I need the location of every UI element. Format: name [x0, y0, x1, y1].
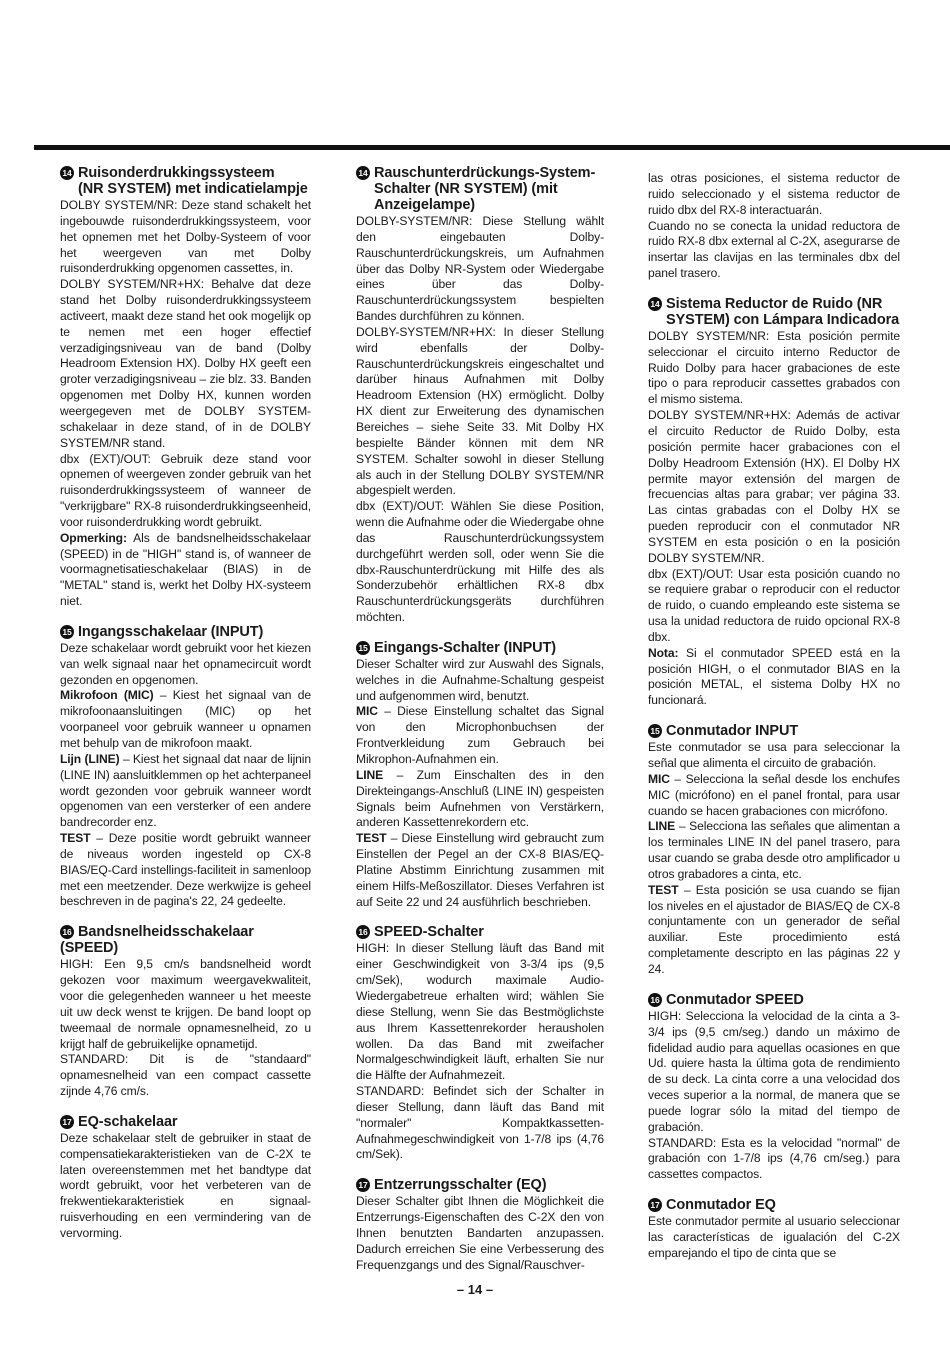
paragraph: Deze schakelaar stelt de gebruiker in staat de compensatiekarakteristieken van de C-2X te laten overeenstemmen met het bandtype dat wordt gebruikt, voor het verbeteren van de frekwentiekarakteristiek en signaal-ruisverhouding en een vermindering van de vervorming. — [60, 1130, 311, 1240]
page-number: – 14 – — [456, 1282, 494, 1297]
paragraph: HIGH: In dieser Stellung läuft das Band mit einer Geschwindigkeit von 3-3/4 ips (9,5 cm/Sek), wodurch maximale Audio-Wiedergabetreue erhalten wird; wählen Sie diese Stellung, wenn Sie das Bestmöglichste aus Ihrem Kassettenrekorder herausholen wollen. Da das Band mit zweifacher Normalgeschwindigkeit läuft, erhalten Sie nur die Hälfte der Aufnahmezeit. — [356, 941, 604, 1083]
section-heading: 14 Ruisonderdrukkingssysteem (NR SYSTEM) met indicatielampje — [60, 165, 311, 197]
section-heading: 14 Sistema Reductor de Ruido (NR SYSTEM) con Lámpara Indicadora — [648, 296, 900, 328]
section-heading: 16 Bandsnelheidsschakelaar (SPEED) — [60, 924, 254, 957]
paragraph: Dieser Schalter gibt Ihnen die Möglichkeit die Entzerrungs-Eigenschaften des C-2X den von Ihnen benutzten Bandarten anzupassen. Dadurch erreichen Sie eine Verbesserung des Frequenzgangs und des Signal/Rauschver- — [356, 1194, 604, 1272]
item-number-badge: 16 — [356, 925, 370, 939]
section-heading: 17 Entzerrungsschalter (EQ) — [356, 1177, 604, 1193]
section-nr-system — [648, 296, 900, 709]
paragraph: HIGH: Een 9,5 cm/s bandsnelheid wordt gekozen voor maximum weergavekwaliteit, voor die gelegenheden wanneer u het meeste uit uw deck wenst te krijgen. De band loopt op tweemaal de normale opnamesnelheid, zo u krijgt half de gebruikelijke opnametijd. — [60, 957, 311, 1051]
paragraph: Este conmutador permite al usuario seleccionar las características de igualación del C-2X emparejando el tipo de cinta que se — [648, 1214, 900, 1260]
section-heading: 16 Conmutador SPEED — [648, 992, 900, 1008]
item-number-badge: 14 — [648, 297, 662, 311]
paragraph: DOLBY SYSTEM/NR: Deze stand schakelt het ingebouwde ruisonderdrukkingssysteem, voor het opnemen met het Dolby-Systeem of voor het weergeven van met Dolby ruisonderdrukking opgenomen cassettes, in. — [60, 198, 311, 276]
item-number-badge: 15 — [648, 724, 662, 738]
paragraph: DOLBY-SYSTEM/NR+HX: In dieser Stellung wird ebenfalls der Dolby-Rauschunterdrückungskreis eingeschaltet und darüber hinaus Aufnahmen mit Dolby Headroom Extension (HX) ermöglicht. Dolby HX dient zur Erweiterung des dynamischen Bereiches – siehe Seite 33. Mit Dolby HX bespielte Bänder können mit dem NR SYSTEM. Schalter sowohl in dieser Stellung als auch in der Stellung DOLBY SYSTEM/NR abgespielt werden. — [356, 324, 604, 498]
item-number-badge: 15 — [60, 625, 74, 639]
section-heading: 16 SPEED-Schalter — [356, 924, 604, 940]
paragraph: STANDARD: Befindet sich der Schalter in dieser Stellung, dann läuft das Band mit "normaler" Kompaktkassetten-Aufnahmegeschwindigkeit von 1-7/8 ips (4,76 cm/Sek). — [356, 1084, 604, 1162]
column-german — [356, 165, 604, 1287]
section-input — [648, 723, 900, 978]
item-number-badge: 17 — [60, 1115, 74, 1129]
paragraph: las otras posiciones, el sistema reductor de ruido seleccionado y el sistema reductor de ruido dbx del RX-8 interactuarán. — [648, 171, 900, 217]
paragraph: Mikrofoon (MIC) – Kiest het signaal van de mikrofoonaansluitingen (MIC) op het voorpaneel voor gebruik wanneer u opnamen met behulp van de mikrofoon maakt. — [60, 688, 311, 750]
section-input — [60, 624, 311, 910]
section-eq — [60, 1114, 311, 1242]
paragraph: TEST – Esta posición se usa cuando se fijan los niveles en el ajustador de BIAS/EQ de CX-8 conjuntamente con un generador de señal auxiliar. Este procedimiento está completamente descripto en las páginas 22 y 24. — [648, 882, 900, 976]
paragraph: Lijn (LINE) – Kiest het signaal dat naar de lijnin (LINE IN) aansluitklemmen op het achterpaneel wordt gezonden voor gebruik wanneer wordt opgenomen van een versterker of een andere bandrecorder enz. — [60, 751, 311, 830]
paragraph: MIC – Diese Einstellung schaltet das Signal von den Microphonbuchsen der Frontverkleidung zum Gebrauch bei Mikrophon-Aufnahmen ein. — [356, 704, 604, 766]
top-rule — [34, 145, 950, 150]
paragraph: DOLBY SYSTEM/NR+HX: Behalve dat deze stand het Dolby ruisonderdrukkingssysteem activeert, maakt deze stand het ook mogelijk op te nemen met een hoger effectief verzadigingsniveau van de band (Dolby Headroom Extension HX). Dolby HX geeft een groter verzadigingsniveau – zie blz. 33. Banden opgenomen met Dolby HX, kunnen worden weergegeven met de DOLBY SYSTEM-schakelaar in deze stand, of in de DOLBY SYSTEM/NR stand. — [60, 277, 311, 450]
paragraph: TEST – Deze positie wordt gebruikt wanneer de niveaus worden ingesteld op CX-8 BIAS/EQ-Card instellings-faciliteit in samenloop met een meetzender. Deze werkwijze is geheel beschreven in de pagina's 22, 24 gedeelte. — [60, 831, 311, 909]
paragraph: dbx (EXT)/OUT: Wählen Sie diese Position, wenn die Aufnahme oder die Wiedergabe ohne das Rauschunterdrückungssystem durchgeführt werden soll, oder wenn Sie die dbx-Rauschunterdrückung mit Hilfe des als Sonderzubehör erhältlichen RX-8 dbx Rauschunterdrückungsgeräts durchführen möchten. — [356, 499, 604, 625]
section-speed — [648, 992, 900, 1183]
section-heading: 15 Conmutador INPUT — [648, 723, 900, 739]
note: Opmerking: Als de bandsnelheidsschakelaar (SPEED) in de "HIGH" stand is, of wanneer de voormagnetisatieschakelaar (BIAS) in de "METAL" stand is, werkt het Dolby HX-systeem niet. — [60, 530, 311, 609]
section-nr-system — [356, 165, 604, 626]
section-eq — [648, 1197, 900, 1262]
paragraph: LINE – Selecciona las señales que alimentan a los terminales LINE IN del panel trasero, para usar cuando se graba desde otro amplificador u otros grabadores a cinta, etc. — [648, 819, 900, 881]
paragraph: DOLBY SYSTEM/NR+HX: Además de activar el circuito Reductor de Ruido Dolby, esta posición permite hacer grabaciones con el Dolby Headroom Extensión (HX). El Dolby HX permite mayor extensión del margen de frecuencias altas para grabar; ver página 33. Las cintas grabadas con el Dolby HX se pueden reproducir con el conmutador NR SYSTEM en esta posición o en la posición DOLBY SYSTEM/NR. — [648, 408, 900, 565]
paragraph: MIC – Selecciona la señal desde los enchufes MIC (micrófono) en el panel frontal, para usar cuando se hacen grabaciones con micrófono. — [648, 771, 900, 818]
section-speed — [60, 924, 311, 1100]
item-number-badge: 14 — [60, 166, 74, 180]
section-heading: 14 Rauschunterdrückungs-System- Schalter (NR SYSTEM) (mit Anzeigelampe) — [356, 165, 604, 213]
column-dutch — [60, 165, 311, 1256]
section-heading: 15 Ingangsschakelaar (INPUT) — [60, 624, 311, 640]
item-number-badge: 17 — [648, 1198, 662, 1212]
paragraph: Este conmutador se usa para seleccionar la señal que alimenta el circuito de grabación. — [648, 740, 900, 770]
paragraph: LINE – Zum Einschalten des in den Direkteingangs-Anschluß (LINE IN) gespeisten Signals beim Aufnehmen von Verstärkern, anderen Kassettenrekordern etc. — [356, 767, 604, 830]
item-number-badge: 15 — [356, 641, 370, 655]
item-number-badge: 16 — [60, 925, 74, 939]
section-speed — [356, 924, 604, 1163]
item-number-badge: 14 — [356, 166, 370, 180]
paragraph: TEST – Diese Einstellung wird gebraucht zum Einstellen der Pegel an der CX-8 BIAS/EQ-Platine Abstimm Einrichtung zusammen mit einem Hilfs-Meßoszillator. Dieses Verfahren ist auf Seite 22 und 24 ausführlich beschrieben. — [356, 831, 604, 909]
paragraph: STANDARD: Dit is de "standaard" opnamesnelheid van een compact cassette zijnde 4,76 cm/s. — [60, 1052, 311, 1099]
section-heading: 15 Eingangs-Schalter (INPUT) — [356, 640, 604, 656]
item-number-badge: 17 — [356, 1178, 370, 1192]
paragraph: Deze schakelaar wordt gebruikt voor het kiezen van welk signaal naar het opnamecircuit wordt gezonden en opgenomen. — [60, 640, 311, 687]
section-continued — [648, 171, 900, 282]
paragraph: Dieser Schalter wird zur Auswahl des Signals, welches in die Aufnahme-Schaltung gespeist und aufgenommen wird, benutzt. — [356, 656, 604, 703]
section-heading: 17 EQ-schakelaar — [60, 1114, 311, 1130]
section-input — [356, 640, 604, 911]
paragraph: DOLBY SYSTEM/NR: Esta posición permite seleccionar el circuito interno Reductor de Ruido Dolby para hacer grabaciones de este tipo o para reproducir cassettes grabados con el mismo sistema. — [648, 328, 900, 407]
paragraph: DOLBY-SYSTEM/NR: Diese Stellung wählt den eingebauten Dolby-Rauschunterdrückungskreis, um Aufnahmen über das Dolby NR-System oder Wiedergabe eines über das Dolby-Rauschunterdrückungssystem bespielten Bandes durchführen zu können. — [356, 214, 604, 324]
section-nr-system — [60, 165, 311, 610]
section-heading: 17 Conmutador EQ — [648, 1197, 900, 1213]
paragraph: STANDARD: Esta es la velocidad "normal" de grabación con 1-7/8 ips (4,76 cm/seg.) para cassettes compactos. — [648, 1135, 900, 1182]
paragraph: dbx (EXT)/OUT: Usar esta posición cuando no se requiere grabar o reproducir con el reductor de ruido, o cuando empleando este sistema se usa la unidad reductora de ruido opcional RX-8 dbx. — [648, 566, 900, 644]
item-number-badge: 16 — [648, 993, 662, 1007]
paragraph: HIGH: Selecciona la velocidad de la cinta a 3-3/4 ips (9,5 cm/seg.) dando un máximo de fidelidad audio para aquellas ocasiones en que Ud. quiere hasta la última gota de rendimiento de su deck. La cinta corre a una velocidad dos veces superior a la normal, de manera que se puede lograr sólo la mitad del tiempo de grabación. — [648, 1008, 900, 1134]
note: Nota: Si el conmutador SPEED está en la posición HIGH, o el conmutador BIAS en la posición METAL, el sistema Dolby HX no funcionará. — [648, 645, 900, 708]
column-spanish — [648, 165, 900, 1276]
paragraph: Cuando no se conecta la unidad reductora de ruido RX-8 dbx external al C-2X, asegurarse de insertar las clavijas en las terminales dbx del panel trasero. — [648, 218, 900, 281]
paragraph: dbx (EXT)/OUT: Gebruik deze stand voor opnemen of weergeven zonder gebruik van het ruisonderdrukkingssysteem of wanneer de "verkrijgbare" RX-8 ruisonderdrukkingseenheid, voor ruisonderdrukking wordt gebruikt. — [60, 451, 311, 529]
section-eq — [356, 1177, 604, 1273]
